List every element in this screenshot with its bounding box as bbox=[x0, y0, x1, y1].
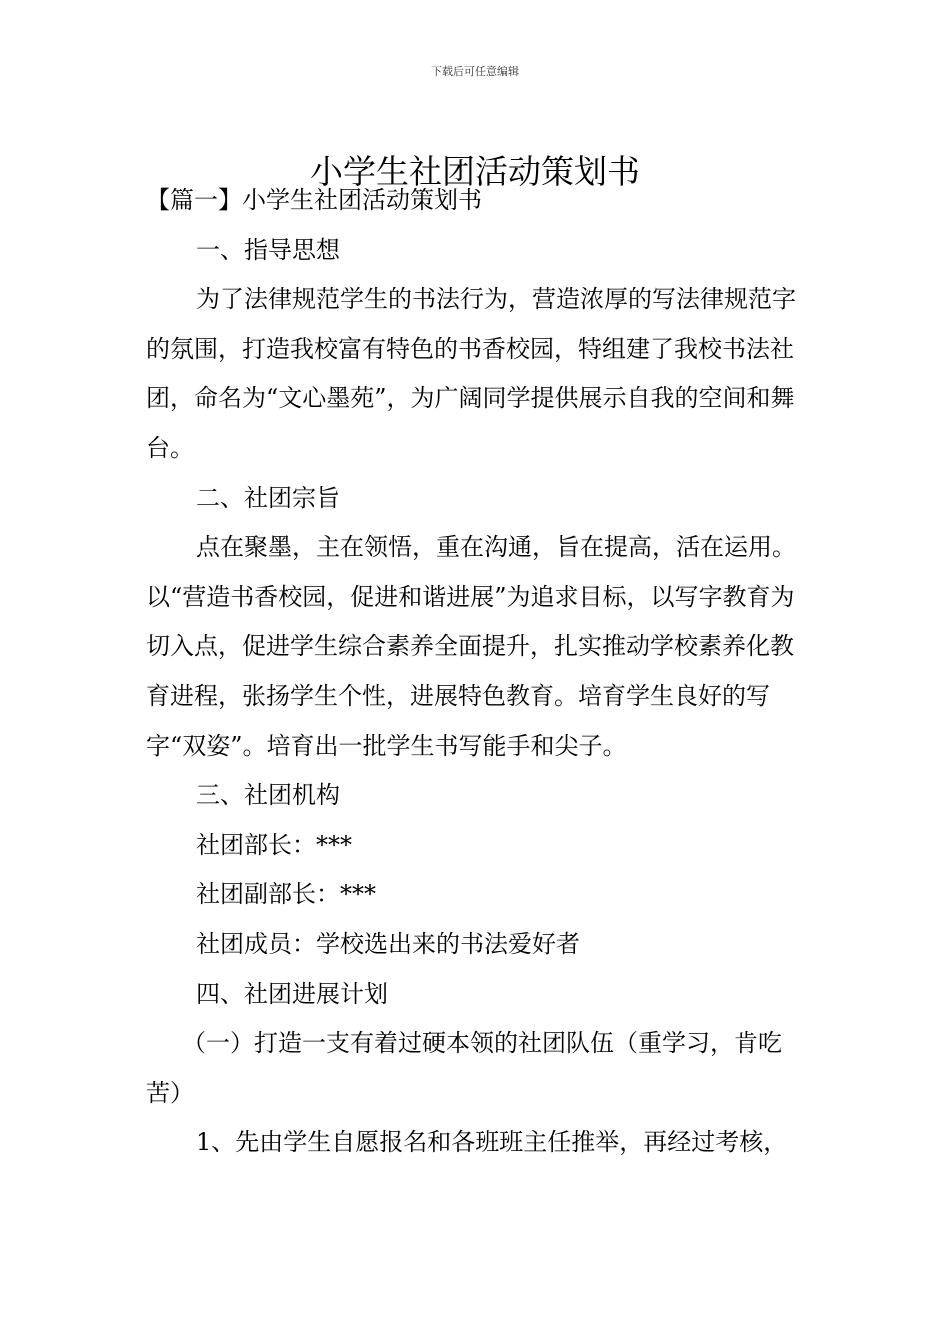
paragraph-purpose: 点在聚墨，主在领悟，重在沟通，旨在提高，活在运用。以“营造书香校园，促进和谐进展”为追求目标，以写字教育为切入点，促进学生综合素养全面提升，扎实推动学校素养化教育进程，张扬学生个性，进展特色教育。培育学生良好的写字“双姿”。培育出一批学生书写能手和尖子。 bbox=[146, 533, 796, 760]
section-heading-guiding-ideology: 一、指导思想 bbox=[196, 235, 340, 264]
part-heading: 【篇一】小学生社团活动策划书 bbox=[146, 186, 482, 214]
document-title: 小学生社团活动策划书 bbox=[310, 152, 640, 192]
document-body bbox=[146, 176, 811, 1168]
section-heading-purpose: 二、社团宗旨 bbox=[196, 483, 340, 512]
organization-line-deputy: 社团副部长：*** bbox=[196, 880, 376, 909]
subsection-heading-team: （一）打造一支有着过硬本领的社团队伍（重学习，肯吃苦） bbox=[146, 1029, 782, 1107]
organization-line-members: 社团成员：学校选出来的书法爱好者 bbox=[196, 929, 580, 958]
list-item-1: 1、先由学生自愿报名和各班班主任推举，再经过考核， bbox=[196, 1128, 788, 1157]
organization-line-minister: 社团部长：*** bbox=[196, 830, 352, 859]
section-heading-organization: 三、社团机构 bbox=[196, 781, 340, 810]
section-heading-development-plan: 四、社团进展计划 bbox=[196, 979, 388, 1008]
paragraph-guiding-ideology: 为了法律规范学生的书法行为，营造浓厚的写法律规范字的氛围，打造我校富有特色的书香校园，特组建了我校书法社团，命名为“文心墨苑”，为广阔同学提供展示自我的空间和舞台。 bbox=[146, 285, 796, 462]
page-header-note: 下载后可任意编辑 bbox=[431, 65, 519, 78]
